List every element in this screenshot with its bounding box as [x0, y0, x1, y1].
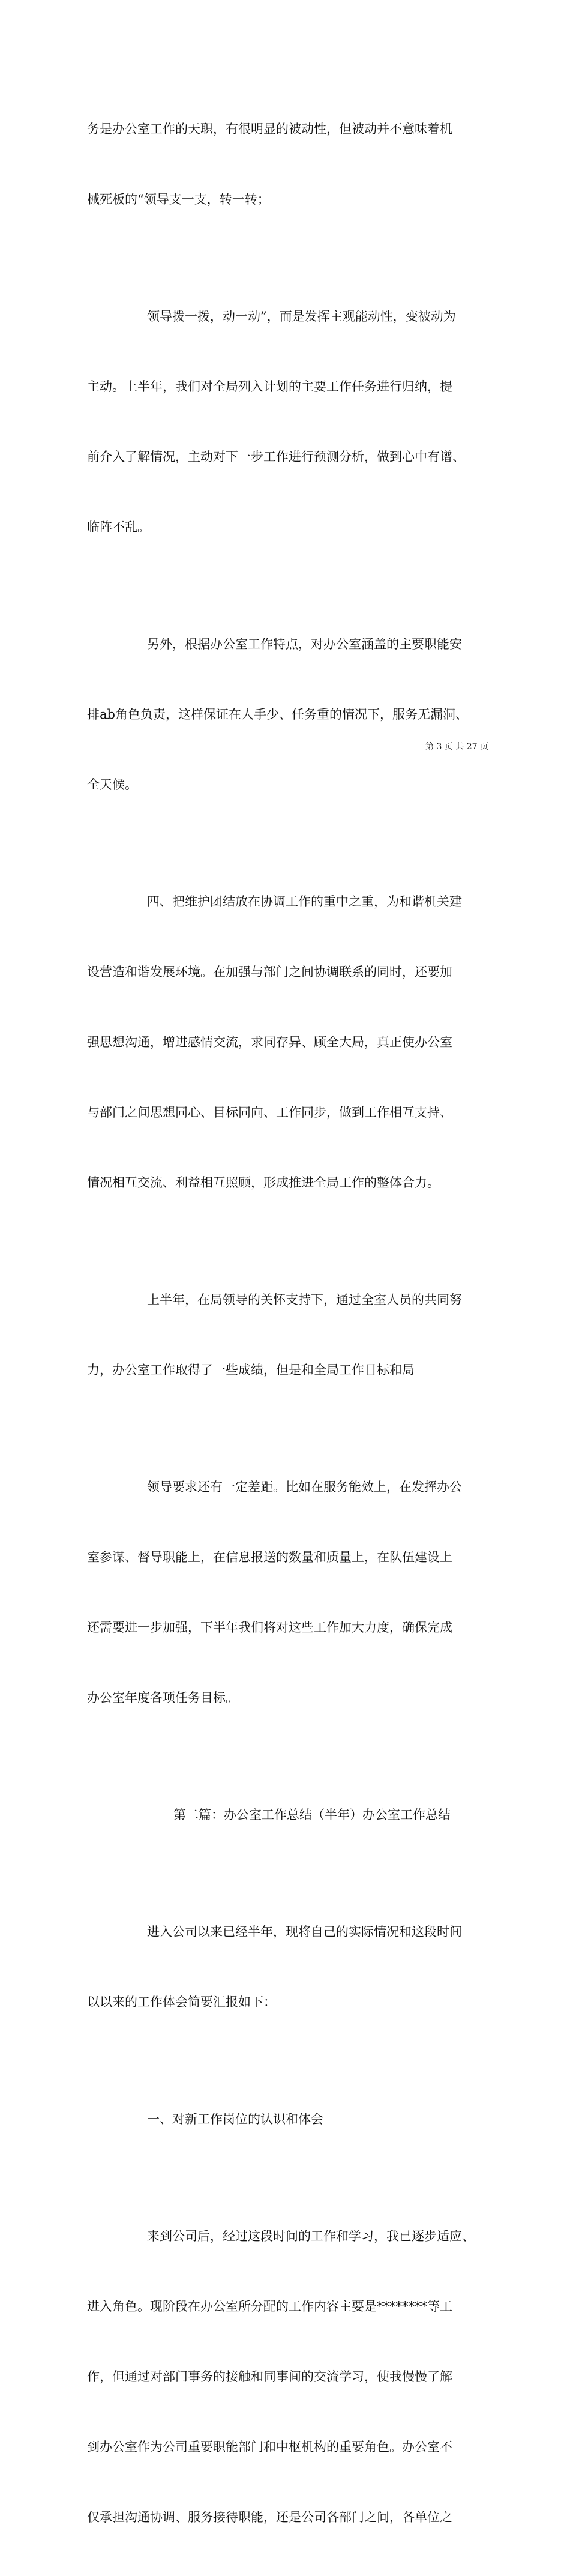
paragraph-8 [87, 2061, 486, 2178]
text-line: 情况相互交流、利益相互照顾，形成推进全局工作的整体合力。 [87, 1175, 440, 1190]
text-line: 四、把维护团结放在协调工作的重中之重，为和谐机关建 [147, 894, 462, 909]
text-line: 进入角色。现阶段在办公室所分配的工作内容主要是********等工 [87, 2299, 452, 2314]
text-line: 以以来的工作体会简要汇报如下： [87, 1995, 276, 2009]
text-line: 仅承担沟通协调、服务接待职能，还是公司各部门之间，各单位之 [87, 2510, 452, 2524]
text-line: 主动。上半年，我们对全局列入计划的主要工作任务进行归纳，提 [87, 379, 452, 394]
page-number: 第 3 页 共 27 页 [425, 742, 488, 752]
paragraph-7 [87, 1874, 486, 2061]
text-line: 进入公司以来已经半年，现将自己的实际情况和这段时间 [147, 1925, 462, 1939]
paragraph-5 [87, 1241, 486, 1429]
text-line: 室参谋、督导职能上，在信息报送的数量和质量上，在队伍建设上 [87, 1550, 452, 1564]
text-line: 全天候。 [87, 777, 137, 792]
document-body [87, 71, 486, 2576]
text-line: 到办公室作为公司重要职能部门和中枢机构的重要角色。办公室不 [87, 2440, 452, 2454]
text-line: 强思想沟通，增进感情交流，求同存异、顾全大局，真正使办公室 [87, 1035, 452, 1049]
text-line: 领导拨一拨，动一动”，而是发挥主观能动性，变被动为 [147, 309, 456, 324]
text-line: 设营造和谐发展环境。在加强与部门之间协调联系的同时，还要加 [87, 965, 452, 979]
paragraph-9 [87, 2178, 486, 2576]
text-line: 作，但通过对部门事务的接触和同事间的交流学习，使我慢慢了解 [87, 2369, 452, 2384]
text-line: 务是办公室工作的天职，有很明显的被动性，但被动并不意味着机 [87, 122, 452, 136]
text-line: 来到公司后，经过这段时间的工作和学习，我已逐步适应、 [147, 2229, 475, 2243]
text-line: 力，办公室工作取得了一些成绩，但是和全局工作目标和局 [87, 1363, 415, 1377]
subheading: 一、对新工作岗位的认识和体会 [147, 2112, 323, 2126]
text-line: 还需要进一步加强，下半年我们将对这些工作加大力度，确保完成 [87, 1620, 452, 1635]
paragraph-6 [87, 1429, 486, 1757]
text-line: 上半年，在局领导的关怀支持下，通过全室人员的共同努 [147, 1293, 462, 1307]
section-title: 第二篇：办公室工作总结（半年）办公室工作总结 [173, 1808, 451, 1822]
text-line: 另外，根据办公室工作特点，对办公室涵盖的主要职能安 [147, 637, 462, 651]
text-line: 办公室年度各项任务目标。 [87, 1691, 238, 1705]
text-line: 领导要求还有一定差距。比如在服务能效上，在发挥办公 [147, 1480, 462, 1494]
text-line: 前介入了解情况，主动对下一步工作进行预测分析，做到心中有谱、 [87, 450, 465, 464]
section-heading [87, 1757, 486, 1874]
text-line: 械死板的“领导支一支，转一转； [87, 192, 270, 207]
text-line: 临阵不乱。 [87, 520, 150, 534]
text-line: 排ab角色负责，这样保证在人手少、任务重的情况下，服务无漏洞、 [87, 707, 468, 722]
paragraph-2 [87, 258, 486, 586]
paragraph-3 [87, 586, 486, 843]
paragraph-4 [87, 843, 486, 1241]
paragraph-1 [87, 71, 486, 258]
text-line: 与部门之间思想同心、目标同向、工作同步，做到工作相互支持、 [87, 1105, 452, 1120]
